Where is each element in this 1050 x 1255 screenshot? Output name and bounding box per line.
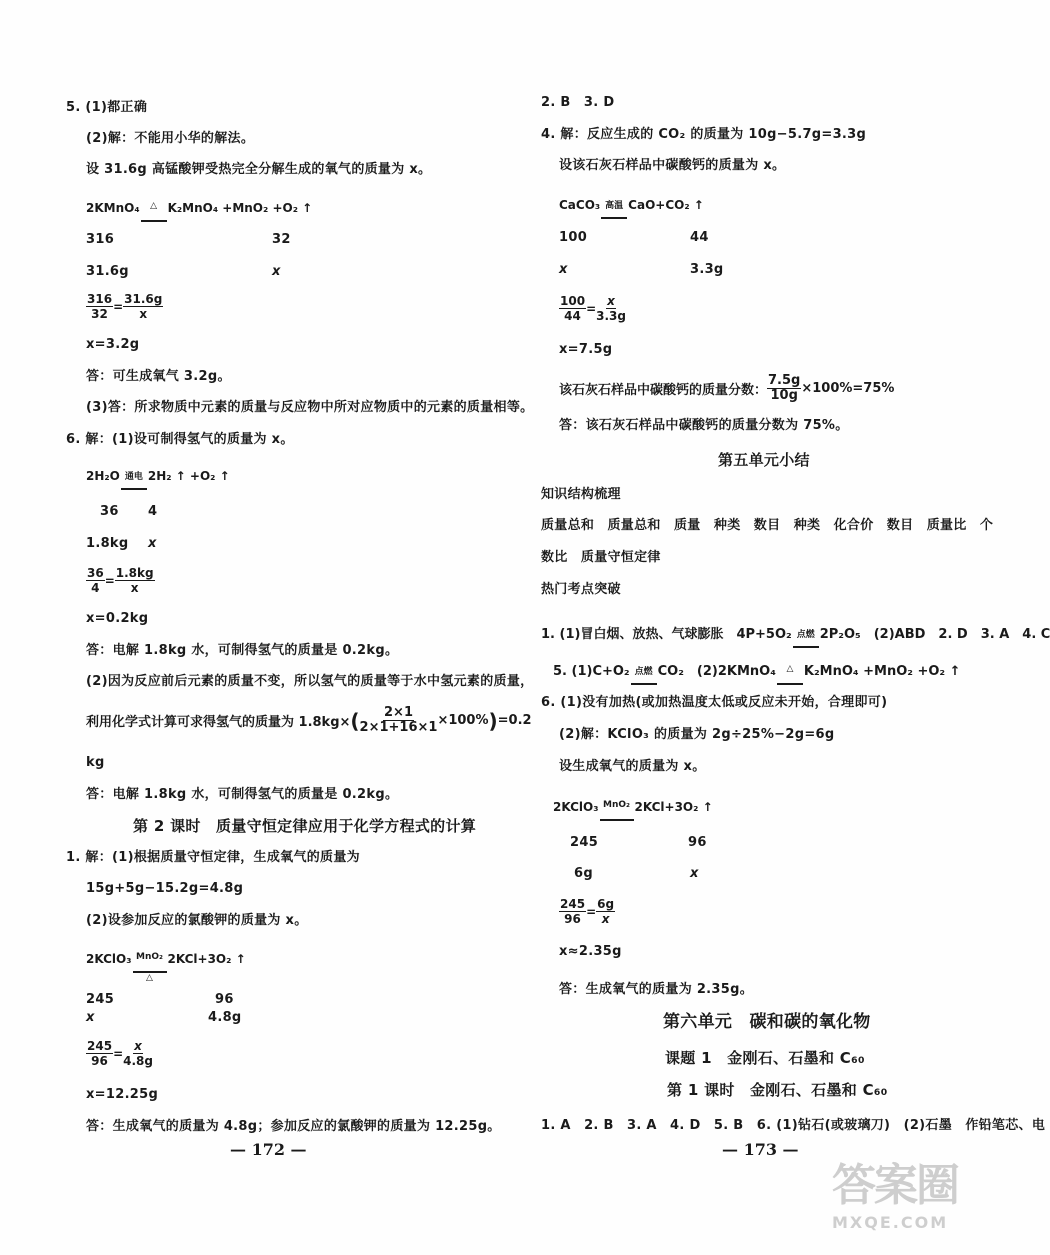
frac-den: 32 bbox=[91, 307, 108, 321]
eq-lhs: 2KMnO₄ bbox=[86, 201, 140, 215]
eq-lhs: 2KClO₃ bbox=[553, 800, 599, 814]
frac-den: 3.3g bbox=[596, 309, 626, 323]
r-q4-equation bbox=[559, 198, 704, 212]
q6-proportion: $\frac{36}{4}$ = $\frac{1.8kg}{x}$ bbox=[87, 566, 154, 595]
q6-head: 6. 解：(1)设可制得氢气的质量为 x。 bbox=[66, 432, 294, 447]
frac-num: 2×1 bbox=[384, 705, 413, 720]
eq-condition-below: △ bbox=[146, 973, 153, 983]
eq-condition: 通电 bbox=[124, 472, 143, 482]
text: ×100% bbox=[437, 713, 489, 728]
eq-lhs: 2KClO₃ bbox=[86, 952, 132, 966]
frac-den: 10g bbox=[770, 388, 798, 403]
watermark-logo bbox=[832, 1149, 982, 1241]
hot-topics-heading: 热门考点突破 bbox=[541, 582, 621, 597]
watermark-url: MXQE.COM bbox=[832, 1213, 949, 1232]
frac-den: 4 bbox=[91, 581, 100, 595]
frac-num: x bbox=[607, 294, 615, 308]
l2q1-mass2a: x bbox=[86, 1010, 95, 1025]
frac-den: x bbox=[139, 307, 148, 321]
frac-den: 96 bbox=[564, 912, 581, 926]
q6-mass2b: x bbox=[148, 536, 157, 551]
page-number-left: — 172 — bbox=[230, 1140, 307, 1159]
unit6-answers: 1. A 2. B 3. A 4. D 5. B 6. (1)钻石(或玻璃刀) (2)石墨 作铅笔芯、电 bbox=[541, 1118, 1046, 1133]
q5-line2: (2)解：不能用小华的解法。 bbox=[86, 131, 255, 146]
r-q4-proportion: $\frac{100}{44}$ = $\frac{x}{3.3g}$ bbox=[560, 294, 626, 323]
l2q1-line2: 15g+5g−15.2g=4.8g bbox=[86, 881, 244, 896]
q6-mass2a: 1.8kg bbox=[86, 536, 129, 551]
frac-den: 44 bbox=[564, 309, 581, 323]
text: 5. (1)C+O₂ bbox=[553, 664, 630, 679]
l2q1-answer: 答：生成氧气的质量为 4.8g；参加反应的氯酸钾的质量为 12.25g。 bbox=[86, 1119, 501, 1134]
frac-num: 31.6g bbox=[124, 292, 163, 306]
q6-mass1a: 36 bbox=[100, 504, 119, 519]
frac-num: 7.5g bbox=[768, 373, 801, 388]
topic1-title: 课题 1 金刚石、石墨和 C₆₀ bbox=[665, 1049, 865, 1067]
frac-num: 1.8kg bbox=[115, 566, 154, 580]
r-line1: 2. B 3. D bbox=[541, 95, 615, 110]
q5-head: 5. (1)都正确 bbox=[66, 100, 148, 115]
text: CO₂ (2)2KMnO₄ bbox=[657, 664, 776, 679]
unit6-title: 第六单元 碳和碳的氧化物 bbox=[663, 1012, 871, 1032]
knowledge-structure-heading: 知识结构梳理 bbox=[541, 487, 621, 502]
text: 利用化学式计算可求得氢气的质量为 1.8kg× bbox=[86, 715, 351, 730]
r-q4-percent bbox=[559, 374, 894, 403]
eq-lhs: CaCO₃ bbox=[559, 198, 601, 212]
frac-num: 245 bbox=[560, 897, 586, 911]
text: 1. (1)冒白烟、放热、气球膨胀 4P+5O₂ bbox=[541, 627, 792, 642]
frac-den: x bbox=[601, 912, 610, 926]
hot-q6-head: 6. (1)没有加热(或加热温度太低或反应未开始，合理即可) bbox=[541, 695, 888, 710]
text: K₂MnO₄ +MnO₂ +O₂ ↑ bbox=[803, 664, 961, 679]
q5-mass1a: 316 bbox=[86, 232, 115, 247]
q5-answer: 答：可生成氧气 3.2g。 bbox=[86, 369, 231, 384]
q6-equation bbox=[86, 469, 230, 483]
r-q4-result: x=7.5g bbox=[559, 342, 613, 357]
hot-q6-line3: 设生成氧气的质量为 x。 bbox=[559, 759, 706, 774]
eq-condition: 高温 bbox=[605, 201, 624, 211]
frac-den: 4.8g bbox=[123, 1054, 153, 1068]
l2q1-equation bbox=[86, 952, 246, 983]
hot-q5 bbox=[553, 660, 961, 679]
knowledge-line1: 质量总和 质量总和 质量 种类 数目 种类 化合价 数目 质量比 个 bbox=[541, 518, 994, 533]
frac-num: 6g bbox=[597, 897, 615, 911]
r-q4-answer: 答：该石灰石样品中碳酸钙的质量分数为 75%。 bbox=[559, 418, 849, 433]
eq-lhs: 2H₂O bbox=[86, 469, 120, 483]
hot-q6-answer: 答：生成氧气的质量为 2.35g。 bbox=[559, 982, 754, 997]
eq-condition: △ bbox=[786, 664, 794, 674]
text: =0.2 bbox=[497, 713, 532, 728]
q6-answer: 答：电解 1.8kg 水，可制得氢气的质量是 0.2kg。 bbox=[86, 643, 399, 658]
eq-rhs: K₂MnO₄ +MnO₂ +O₂ ↑ bbox=[167, 201, 313, 215]
frac-num: 316 bbox=[87, 292, 113, 306]
eq-rhs: 2KCl+3O₂ ↑ bbox=[167, 952, 246, 966]
frac-num: 245 bbox=[87, 1039, 113, 1053]
l2q1-mass1a: 245 bbox=[86, 992, 115, 1007]
frac-den: 2×1+16×1 bbox=[359, 720, 438, 735]
q5-part3: (3)答：所求物质中元素的质量与反应物中所对应物质中的元素的质量相等。 bbox=[86, 400, 534, 415]
frac-den: x bbox=[130, 581, 139, 595]
l2q1-result: x=12.25g bbox=[86, 1087, 159, 1102]
frac-num: 100 bbox=[560, 294, 586, 308]
q6-answer2: 答：电解 1.8kg 水，可制得氢气的质量是 0.2kg。 bbox=[86, 787, 399, 802]
hot-q6-mass1a: 245 bbox=[570, 835, 599, 850]
watermark-text: 答案圈 bbox=[832, 1160, 958, 1211]
hot-q1 bbox=[541, 623, 1050, 642]
hot-q6-mass2b: x bbox=[690, 866, 699, 881]
text: ×100%=75% bbox=[801, 381, 895, 396]
q6-part2-line3: kg bbox=[86, 755, 105, 770]
q6-mass1b: 4 bbox=[148, 504, 158, 519]
q5-mass1b: 32 bbox=[272, 232, 291, 247]
l2q1-line3: (2)设参加反应的氯酸钾的质量为 x。 bbox=[86, 913, 308, 928]
eq-condition: MnO₂ bbox=[136, 952, 163, 962]
eq-condition: 点燃 bbox=[634, 667, 653, 677]
q6-part2-line1: (2)因为反应前后元素的质量不变，所以氢气的质量等于水中氢元素的质量， bbox=[86, 674, 534, 689]
q5-result: x=3.2g bbox=[86, 337, 140, 352]
hot-q6-mass2a: 6g bbox=[574, 866, 593, 881]
l2q1-head: 1. 解：(1)根据质量守恒定律，生成氧气的质量为 bbox=[66, 850, 360, 865]
r-q4-head: 4. 解：反应生成的 CO₂ 的质量为 10g−5.7g=3.3g bbox=[541, 127, 867, 142]
q6-part2-line2: 利用化学式计算可求得氢气的质量为 1.8kg× ( $\frac{2\times 1}{2\times 1+16\times 1}$ ×100% ) =0.2 bbox=[86, 705, 532, 735]
lesson1-title: 第 1 课时 金刚石、石墨和 C₆₀ bbox=[667, 1081, 888, 1099]
hot-q6-mass1b: 96 bbox=[688, 835, 707, 850]
eq-condition: 点燃 bbox=[796, 630, 815, 640]
r-q4-mass1b: 44 bbox=[690, 230, 709, 245]
hot-q6-equation bbox=[553, 800, 713, 814]
frac-num: x bbox=[134, 1039, 142, 1053]
eq-condition: MnO₂ bbox=[603, 800, 630, 810]
page-number-right: — 173 — bbox=[722, 1140, 799, 1159]
q5-proportion: $\frac{316}{32}$ = $\frac{31.6g}{x}$ bbox=[87, 292, 163, 321]
eq-condition: △ bbox=[150, 201, 158, 211]
l2q1-mass1b: 96 bbox=[215, 992, 234, 1007]
q5-mass2b: x bbox=[272, 264, 281, 279]
q5-mass2a: 31.6g bbox=[86, 264, 129, 279]
frac-den: 96 bbox=[91, 1054, 108, 1068]
r-q4-line3: 设该石灰石样品中碳酸钙的质量为 x。 bbox=[559, 158, 786, 173]
hot-q6-result: x≈2.35g bbox=[559, 944, 622, 959]
q6-result: x=0.2kg bbox=[86, 611, 149, 626]
r-q4-mass2b: 3.3g bbox=[690, 262, 724, 277]
r-q4-mass1a: 100 bbox=[559, 230, 588, 245]
eq-rhs: 2H₂ ↑ +O₂ ↑ bbox=[147, 469, 230, 483]
l2q1-proportion: $\frac{245}{96}$ = $\frac{x}{4.8g}$ bbox=[87, 1039, 153, 1068]
hot-q6-proportion: $\frac{245}{96}$ = $\frac{6g}{x}$ bbox=[560, 897, 615, 926]
eq-rhs: 2KCl+3O₂ ↑ bbox=[634, 800, 713, 814]
unit5-summary-title: 第五单元小结 bbox=[718, 451, 810, 469]
lesson2-title: 第 2 课时 质量守恒定律应用于化学方程式的计算 bbox=[133, 817, 477, 835]
l2q1-mass2b: 4.8g bbox=[208, 1010, 242, 1025]
knowledge-line2: 数比 质量守恒定律 bbox=[541, 550, 661, 565]
frac-num: 36 bbox=[87, 566, 104, 580]
q5-equation bbox=[86, 201, 312, 215]
eq-rhs: CaO+CO₂ ↑ bbox=[628, 198, 704, 212]
r-q4-mass2a: x bbox=[559, 262, 568, 277]
hot-q6-line2: (2)解：KClO₃ 的质量为 2g÷25%−2g=6g bbox=[559, 727, 835, 742]
q5-line3: 设 31.6g 高锰酸钾受热完全分解生成的氧气的质量为 x。 bbox=[86, 162, 432, 177]
text: 该石灰石样品中碳酸钙的质量分数： bbox=[559, 383, 768, 398]
text: 2P₂O₅ (2)ABD 2. D 3. A 4. C bbox=[819, 627, 1050, 642]
